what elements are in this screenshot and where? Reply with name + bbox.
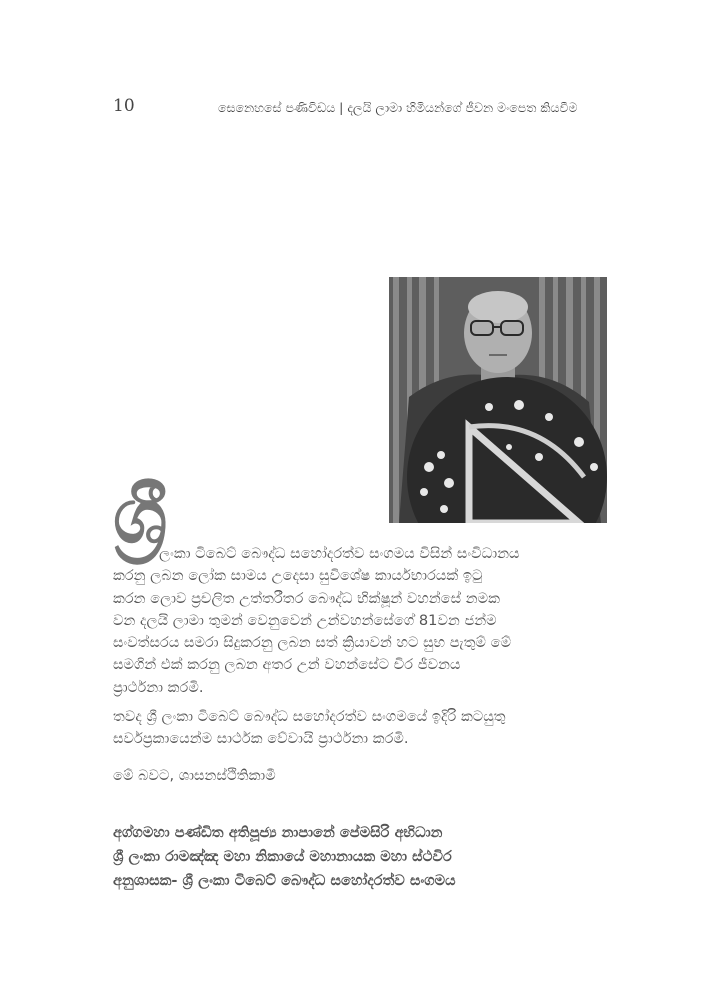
page-number: 10 <box>113 96 135 116</box>
signature-line: ශ්‍රී ලංකා රාමඤ්ඤ මහා නිකායේ මහානායක මහා ස්ථවිර <box>113 848 452 865</box>
paragraph-line: සර්වප්‍රකායෙන්ම සාර්ථක වේවායි ප්‍රාර්ථනා කරමි. <box>113 730 409 748</box>
paragraph-line: සංවත්සරය සමරා සිදුකරනු ලබන සත් ක්‍රියාවන් හට සුභ පැතුම් මේ <box>113 634 512 652</box>
paragraph-line: වන දලයි ලාමා තුමන් වෙනුවෙන් උන්වහන්සේගේ 81වන ජන්ම <box>113 611 497 629</box>
paragraph-1 <box>113 543 607 699</box>
paragraph-line: තවද ශ්‍රී ලංකා ටිබෙට් බෞද්ධ සහෝදරත්ව සංගමයේ ඉදිරි කටයුතු <box>113 708 506 725</box>
paragraph-line: ප්‍රාර්ථනා කරමි. <box>113 678 204 696</box>
paragraph-line: ලංකා ටිබෙට් බෞද්ධ සහෝදරත්ව සංගමය විසින් සංවිධානය <box>159 545 520 562</box>
portrait-photo <box>389 277 607 523</box>
portrait-photo-icon <box>389 277 607 523</box>
paragraph-2 <box>113 706 607 751</box>
paragraph-line: සමගින් එක් කරනු ලබන අතර උන් වහන්සේට චිර ජීවනය <box>113 656 461 674</box>
closing-line: මේ බවට, ශාසනස්ථිතිකාමී <box>113 767 276 784</box>
paragraph-line: කරනු ලබන ලෝක සාමය උදෙසා සුවිශේෂ කාර්යභාරයක් ඉටු <box>113 567 483 585</box>
signature-line: අනුශාසක- ශ්‍රී ලංකා ටිබෙට් බෞද්ධ සහෝදරත්ව සංගමය <box>113 872 456 889</box>
paragraph-line: කරන ලොව ප්‍රචලිත උත්තරීතර බෞද්ධ භික්ෂූන් වහන්සේ නමක <box>113 589 500 607</box>
signature-block <box>113 821 607 893</box>
signature-line: අග්ගමහා පණ්ඩිත අතිපූජ්‍ය නාපානේ පේමසිරි අභිධාන <box>113 824 443 841</box>
drop-cap: ශ්‍රී <box>113 471 168 560</box>
running-header: සෙනෙහසේ පණිවිඩය | දලයි ලාමා හිමියන්ගේ ජීවන මංපෙත කියවීම <box>218 100 578 115</box>
